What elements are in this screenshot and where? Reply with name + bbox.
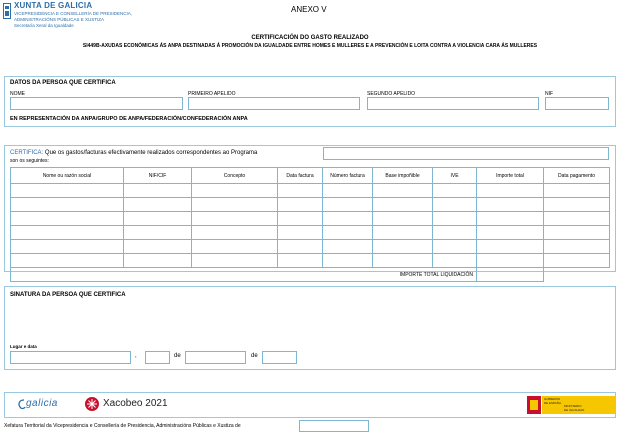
table-cell[interactable]: [192, 198, 278, 212]
certifica-text-2: son os seguintes:: [10, 158, 49, 164]
table-cell[interactable]: [323, 198, 373, 212]
table-header-row: [11, 168, 610, 184]
galicia-swirl-icon: [16, 398, 26, 410]
total-field[interactable]: [477, 268, 544, 282]
table-cell[interactable]: [323, 184, 373, 198]
xacobeo-logo-text: Xacobeo 2021: [103, 398, 168, 409]
table-cell[interactable]: [11, 254, 124, 268]
table-cell[interactable]: [323, 226, 373, 240]
ano-field[interactable]: [262, 351, 297, 364]
gobierno-line-4: DE IGUALDAD: [564, 408, 585, 412]
table-cell[interactable]: [544, 254, 610, 268]
lugar-sep: ,: [135, 353, 137, 359]
xefatura-field[interactable]: [299, 420, 369, 432]
table-cell[interactable]: [124, 184, 192, 198]
table-cell[interactable]: [433, 198, 477, 212]
table-cell[interactable]: [544, 212, 610, 226]
table-cell[interactable]: [544, 184, 610, 198]
col-header: Concepto: [192, 168, 278, 184]
table-cell[interactable]: [477, 184, 544, 198]
total-blank: [544, 268, 610, 282]
table-cell[interactable]: [433, 254, 477, 268]
nome-label: NOME: [10, 91, 25, 97]
de-sep-1: de: [174, 353, 181, 359]
xunta-logo: [3, 3, 11, 19]
table-cell[interactable]: [373, 198, 433, 212]
annex-label: ANEXO V: [291, 5, 327, 14]
table-cell[interactable]: [477, 212, 544, 226]
table-cell[interactable]: [11, 212, 124, 226]
table-cell[interactable]: [373, 254, 433, 268]
dia-field[interactable]: [145, 351, 170, 364]
nif-field[interactable]: [545, 97, 609, 110]
org-line-2: ADMINISTRACIÓNS PÚBLICAS E XUSTIZA: [14, 17, 105, 22]
lugar-data-label: Lugar e data: [10, 344, 37, 349]
table-cell[interactable]: [11, 240, 124, 254]
col-header: IVE: [433, 168, 477, 184]
table-cell[interactable]: [544, 226, 610, 240]
table-cell[interactable]: [477, 254, 544, 268]
page-title: CERTIFICACIÓN DO GASTO REALIZADO: [251, 35, 369, 41]
table-cell[interactable]: [477, 240, 544, 254]
col-header: NIF/CIF: [124, 168, 192, 184]
table-cell[interactable]: [433, 184, 477, 198]
representacion-label: EN REPRESENTACIÓN DA ANPA/GRUPO DE ANPA/FEDERACIÓN/CONFEDERACIÓN ANPA: [10, 116, 248, 122]
col-header: Data factura: [278, 168, 323, 184]
lugar-field[interactable]: [10, 351, 131, 364]
xacobeo-shell-icon: [84, 396, 100, 412]
certifica-prefix: CERTIFICA:: [10, 150, 44, 156]
table-cell[interactable]: [11, 226, 124, 240]
gastos-table: [10, 167, 610, 282]
table-row: [11, 240, 610, 254]
org-name: XUNTA DE GALICIA: [14, 1, 93, 10]
table-cell[interactable]: [124, 226, 192, 240]
col-header: Nome ou razón social: [11, 168, 124, 184]
table-cell[interactable]: [373, 184, 433, 198]
table-cell[interactable]: [477, 226, 544, 240]
table-row: [11, 184, 610, 198]
table-cell[interactable]: [373, 226, 433, 240]
table-cell[interactable]: [278, 254, 323, 268]
nome-field[interactable]: [10, 97, 183, 110]
org-line-3: Secretaría Xeral da Igualdade: [14, 23, 74, 28]
gobierno-line-2: DE ESPAÑA: [544, 401, 561, 405]
table-cell[interactable]: [278, 184, 323, 198]
segundo-apelido-label: SEGUNDO APELIDO: [367, 91, 416, 97]
certifica-text: [10, 150, 257, 156]
table-cell[interactable]: [278, 212, 323, 226]
table-cell[interactable]: [192, 226, 278, 240]
table-cell[interactable]: [433, 226, 477, 240]
col-header: Data pagamento: [544, 168, 610, 184]
primeiro-apelido-label: PRIMEIRO APELIDO: [188, 91, 236, 97]
sinatura-section-title: SINATURA DA PERSOA QUE CERTIFICA: [10, 292, 126, 298]
table-cell[interactable]: [192, 254, 278, 268]
xunta-shield-icon: [3, 3, 11, 19]
segundo-apelido-field[interactable]: [367, 97, 539, 110]
table-cell[interactable]: [544, 240, 610, 254]
total-label: IMPORTE TOTAL LIQUIDACIÓN: [11, 268, 477, 282]
table-cell[interactable]: [323, 240, 373, 254]
col-header: Importe total: [477, 168, 544, 184]
mes-field[interactable]: [185, 351, 246, 364]
table-cell[interactable]: [278, 240, 323, 254]
table-cell[interactable]: [192, 184, 278, 198]
table-cell[interactable]: [373, 212, 433, 226]
table-row: [11, 226, 610, 240]
gobierno-panel: [542, 396, 616, 414]
gobierno-logo: [527, 396, 617, 414]
table-cell[interactable]: [124, 198, 192, 212]
table-row: [11, 254, 610, 268]
table-cell[interactable]: [11, 198, 124, 212]
table-cell[interactable]: [323, 212, 373, 226]
table-cell[interactable]: [124, 240, 192, 254]
col-header: Base impoñible: [373, 168, 433, 184]
table-cell[interactable]: [433, 240, 477, 254]
table-cell[interactable]: [278, 198, 323, 212]
nif-label: NIF: [545, 91, 554, 97]
table-cell[interactable]: [11, 184, 124, 198]
gobierno-line-1: GOBIERNO: [544, 397, 561, 401]
table-cell[interactable]: [477, 198, 544, 212]
persona-section-title: DATOS DA PERSOA QUE CERTIFICA: [10, 80, 116, 86]
spain-coat-of-arms-icon: [527, 396, 541, 414]
col-header: Número factura: [323, 168, 373, 184]
certifica-body: Que os gastos/facturas efectivamente realizados correspondentes ao Programa: [44, 150, 258, 156]
galicia-logo-text: galicia: [26, 398, 58, 409]
page-subtitle: SI449B-AXUDAS ECONÓMICAS ÁS ANPA DESTINADAS Á PROMOCIÓN DA IGUALDADE ENTRE HOMES E MULLERES E A PREVENCIÓN E LOITA CONTRA A VIOLENCIA CARA ÁS MULLERES: [82, 43, 538, 49]
table-cell[interactable]: [544, 198, 610, 212]
programa-field[interactable]: [323, 147, 609, 160]
table-cell[interactable]: [373, 240, 433, 254]
primeiro-apelido-field[interactable]: [188, 97, 360, 110]
org-line-1: VICEPRESIDENCIA E CONSELLERÍA DE PRESIDENCIA,: [14, 11, 133, 16]
table-cell[interactable]: [124, 212, 192, 226]
table-cell[interactable]: [278, 226, 323, 240]
table-cell[interactable]: [192, 212, 278, 226]
de-sep-2: de: [251, 353, 258, 359]
xefatura-label: Xefatura Territorial da Vicepresidencia e Consellería de Presidencia, Administracións Públicas e Xustiza de: [4, 423, 241, 429]
table-cell[interactable]: [192, 240, 278, 254]
gobierno-line-3: MINISTERIO: [564, 404, 582, 408]
table-cell[interactable]: [323, 254, 373, 268]
total-row: [11, 268, 610, 282]
table-cell[interactable]: [124, 254, 192, 268]
table-row: [11, 212, 610, 226]
table-row: [11, 198, 610, 212]
table-cell[interactable]: [433, 212, 477, 226]
